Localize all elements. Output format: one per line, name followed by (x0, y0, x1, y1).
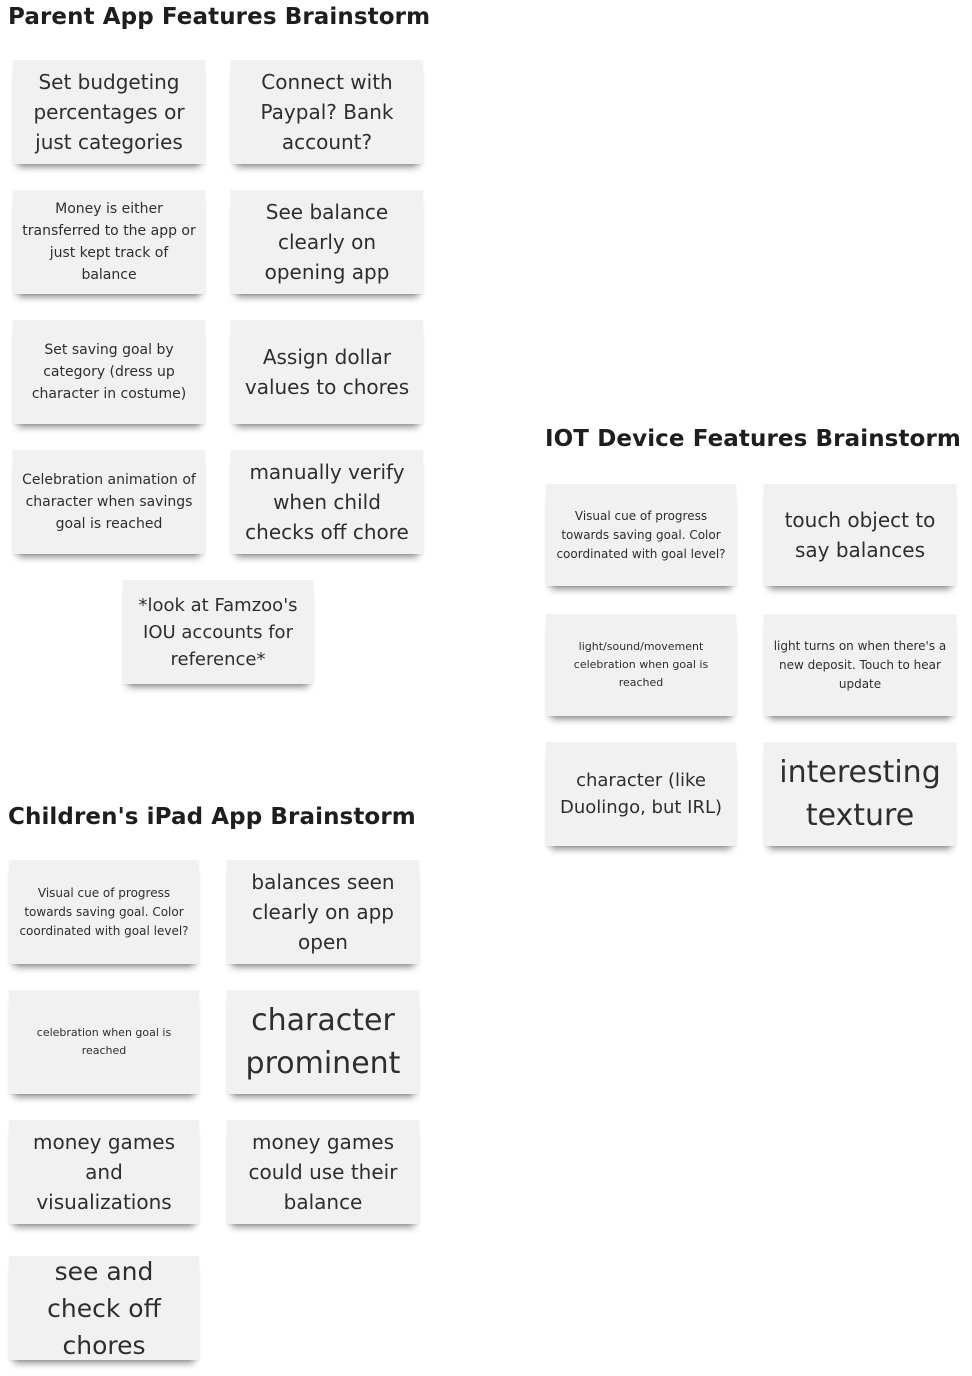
iot-note-character[interactable] (546, 742, 736, 846)
iot-note-light-sound[interactable] (546, 614, 736, 716)
parent-note-dollar-values[interactable] (231, 320, 423, 424)
note-text: interesting texture (779, 755, 941, 833)
note-text: money games and visualizations (32, 1130, 176, 1214)
note-text: Set budgeting percentages or just categories (33, 70, 185, 154)
iot-device-heading: IOT Device Features Brainstorm (545, 426, 961, 452)
child-note-money-games-balance[interactable] (227, 1120, 419, 1224)
parent-note-saving-goal[interactable] (13, 320, 205, 424)
note-text: character prominent (245, 1003, 401, 1081)
note-text: touch object to say balances (784, 508, 936, 562)
child-note-chores[interactable] (9, 1256, 199, 1360)
note-text: manually verify when child checks off chore (245, 460, 409, 544)
note-text: See balance clearly on opening app (264, 200, 390, 284)
iot-note-touch-object[interactable] (764, 484, 956, 586)
parent-note-celebration[interactable] (13, 450, 205, 554)
note-text: Celebration animation of character when savings goal is reached (22, 472, 196, 532)
parent-note-verify-chore[interactable] (231, 450, 423, 554)
note-text: celebration when goal is reached (36, 1026, 172, 1057)
parent-note-money-transfer[interactable] (13, 190, 205, 294)
note-text: Assign dollar values to chores (244, 345, 410, 399)
note-text: balances seen clearly on app open (251, 870, 395, 954)
child-note-balances[interactable] (227, 860, 419, 964)
iot-note-light-deposit[interactable] (764, 614, 956, 716)
note-text: light/sound/movement celebration when goal is reached (573, 640, 709, 689)
note-text: light turns on when there's a new deposit. Touch to hear update (773, 638, 947, 691)
note-text: Visual cue of progress towards saving goal. Color coordinated with goal level? (556, 508, 726, 561)
child-note-money-games[interactable] (9, 1120, 199, 1224)
note-text: Connect with Paypal? Bank account? (260, 70, 394, 154)
note-text: Visual cue of progress towards saving goal. Color coordinated with goal level? (19, 885, 189, 938)
parent-note-budgeting[interactable] (13, 60, 205, 164)
parent-note-paypal[interactable] (231, 60, 423, 164)
child-note-character-prominent[interactable] (227, 990, 419, 1094)
iot-note-visual-cue[interactable] (546, 484, 736, 586)
note-text: see and check off chores (47, 1256, 161, 1360)
parent-note-famzoo[interactable] (123, 580, 313, 684)
iot-note-texture[interactable] (764, 742, 956, 846)
child-note-celebration[interactable] (9, 990, 199, 1094)
note-text: character (like Duolingo, but IRL) (559, 770, 723, 818)
note-text: *look at Famzoo's IOU accounts for reference* (138, 594, 298, 670)
children-app-heading: Children's iPad App Brainstorm (8, 804, 416, 830)
parent-app-heading: Parent App Features Brainstorm (8, 4, 431, 30)
note-text: money games could use their balance (248, 1130, 398, 1214)
child-note-visual-cue[interactable] (9, 860, 199, 964)
note-text: Money is either transferred to the app or just kept track of balance (22, 201, 196, 283)
note-text: Set saving goal by category (dress up character in costume) (31, 342, 187, 402)
parent-note-see-balance[interactable] (231, 190, 423, 294)
